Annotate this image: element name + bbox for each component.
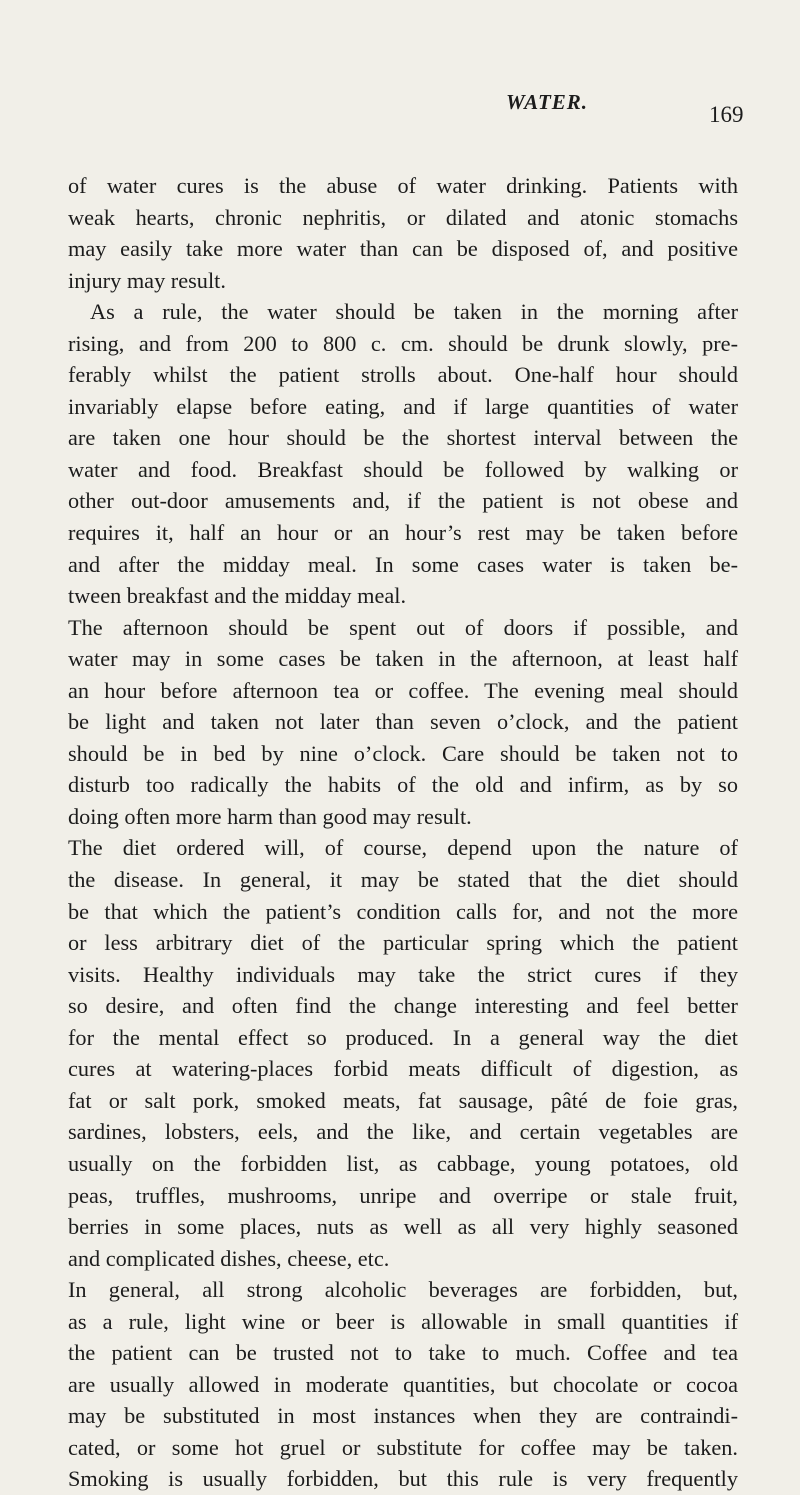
text-line: water and food. Breakfast should be followed by walking or: [68, 456, 738, 482]
text-line: and complicated dishes, cheese, etc.: [68, 1245, 390, 1271]
text-line: cures at watering-places forbid meats difficult of digestion, as: [68, 1056, 738, 1082]
text-line: for the mental effect so produced. In a general way the diet: [68, 1024, 738, 1050]
text-line: so desire, and often find the change interesting and feel better: [68, 993, 738, 1019]
text-line: In general, all strong alcoholic beverages are forbidden, but,: [68, 1277, 738, 1303]
text-line: an hour before afternoon tea or coffee. The evening meal should: [68, 677, 738, 703]
text-line: are taken one hour should be the shortest interval between the: [68, 425, 738, 451]
text-line: doing often more harm than good may result.: [68, 803, 472, 829]
text-line: visits. Healthy individuals may take the strict cures if they: [68, 961, 738, 987]
text-line: the disease. In general, it may be stated that the diet should: [68, 867, 738, 893]
text-line: are usually allowed in moderate quantities, but chocolate or cocoa: [68, 1371, 738, 1397]
text-line: rising, and from 200 to 800 c. cm. should be drunk slowly, pre-: [68, 330, 738, 356]
text-line: or less arbitrary diet of the particular spring which the patient: [68, 930, 738, 956]
text-line: and after the midday meal. In some cases water is taken be-: [68, 551, 738, 577]
text-line: As a rule, the water should be taken in the morning after: [90, 299, 738, 325]
text-line: should be in bed by nine o’clock. Care should be taken not to: [68, 740, 738, 766]
text-line: as a rule, light wine or beer is allowable in small quantities if: [68, 1308, 738, 1334]
text-line: other out-door amusements and, if the patient is not obese and: [68, 488, 738, 514]
text-line: usually on the forbidden list, as cabbage, young potatoes, old: [68, 1150, 738, 1176]
text-line: be light and taken not later than seven o’clock, and the patient: [68, 709, 738, 735]
text-line: the patient can be trusted not to take to much. Coffee and tea: [68, 1340, 738, 1366]
text-line: invariably elapse before eating, and if large quantities of water: [68, 393, 738, 419]
text-line: fat or salt pork, smoked meats, fat sausage, pâté de foie gras,: [68, 1087, 738, 1113]
text-line: weak hearts, chronic nephritis, or dilated and atonic stomachs: [68, 204, 738, 230]
body-text: [68, 170, 738, 1495]
text-line: The afternoon should be spent out of doors if possible, and: [68, 614, 738, 640]
text-line: water may in some cases be taken in the afternoon, at least half: [68, 646, 738, 672]
text-line: cated, or some hot gruel or substitute for coffee may be taken.: [68, 1434, 738, 1460]
text-line: requires it, half an hour or an hour’s rest may be taken before: [68, 520, 738, 546]
text-line: berries in some places, nuts as well as all very highly seasoned: [68, 1214, 738, 1240]
running-head: WATER.: [506, 90, 589, 114]
text-line: be that which the patient’s condition calls for, and not the more: [68, 898, 738, 924]
text-line: peas, truffles, mushrooms, unripe and overripe or stale fruit,: [68, 1182, 738, 1208]
text-line: The diet ordered will, of course, depend upon the nature of: [68, 835, 738, 861]
text-line: injury may result.: [68, 267, 226, 293]
text-line: Smoking is usually forbidden, but this rule is very frequently: [68, 1466, 738, 1492]
text-line: sardines, lobsters, eels, and the like, and certain vegetables are: [68, 1119, 738, 1145]
text-line: may easily take more water than can be disposed of, and positive: [68, 236, 738, 262]
text-line: ferably whilst the patient strolls about. One-half hour should: [68, 362, 738, 388]
text-line: of water cures is the abuse of water drinking. Patients with: [68, 173, 738, 198]
text-line: tween breakfast and the midday meal.: [68, 583, 407, 609]
text-line: disturb too radically the habits of the old and infirm, as by so: [68, 772, 738, 798]
text-line: may be substituted in most instances when they are contraindi-: [68, 1403, 738, 1429]
page-number: 169: [709, 102, 744, 127]
